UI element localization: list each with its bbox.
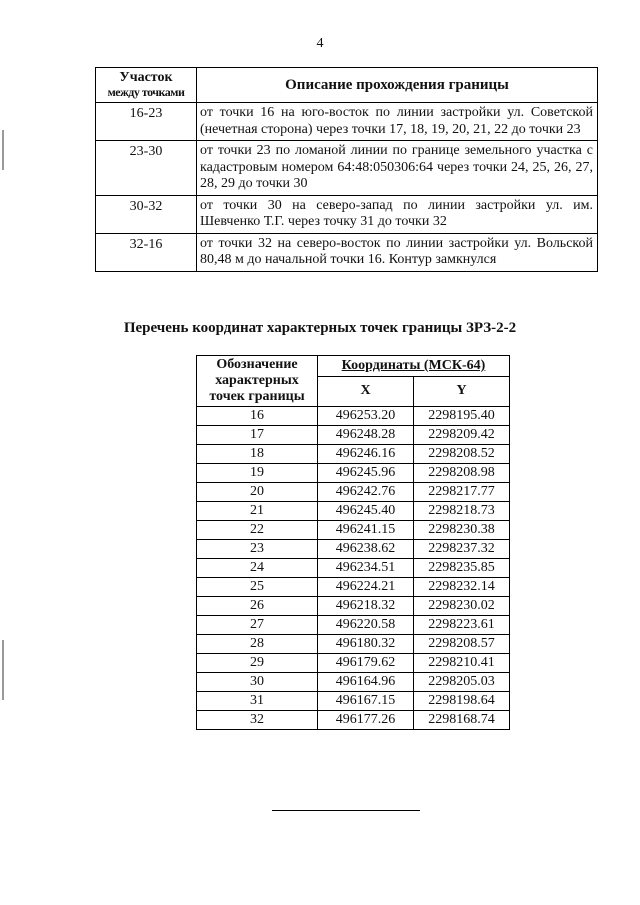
coordinates-title: Перечень координат характерных точек границы ЗРЗ-2-2 — [123, 320, 517, 336]
segment-column-header — [96, 68, 197, 103]
x-coordinate-cell: 496220.58 — [318, 616, 414, 635]
point-cell: 28 — [197, 635, 318, 654]
point-cell: 27 — [197, 616, 318, 635]
description-cell: от точки 32 на северо-восток по линии застройки ул. Вольской 80,48 м до начальной точки 16. Контур замкнулся — [197, 233, 598, 271]
point-cell: 23 — [197, 540, 318, 559]
x-coordinate-cell: 496177.26 — [318, 711, 414, 730]
segment-cell: 30-32 — [96, 195, 197, 233]
point-cell: 21 — [197, 502, 318, 521]
y-coordinate-cell: 2298230.02 — [414, 597, 510, 616]
y-coordinate-cell: 2298235.85 — [414, 559, 510, 578]
table-row — [197, 635, 510, 654]
table-row — [197, 407, 510, 426]
y-coordinate-cell: 2298209.42 — [414, 426, 510, 445]
table-row — [96, 141, 598, 196]
description-column-header: Описание прохождения границы — [197, 68, 598, 103]
table-row — [197, 445, 510, 464]
coordinates-table — [196, 355, 510, 730]
table-row — [197, 559, 510, 578]
y-coordinate-cell: 2298208.52 — [414, 445, 510, 464]
x-coordinate-cell: 496246.16 — [318, 445, 414, 464]
y-coordinate-cell: 2298223.61 — [414, 616, 510, 635]
x-coordinate-cell: 496164.96 — [318, 673, 414, 692]
scan-edge-mark — [2, 130, 4, 170]
segment-cell: 32-16 — [96, 233, 197, 271]
x-coordinate-cell: 496242.76 — [318, 483, 414, 502]
boundary-description-table — [95, 67, 598, 272]
table-row — [197, 654, 510, 673]
segment-cell: 16-23 — [96, 103, 197, 141]
x-coordinate-cell: 496245.96 — [318, 464, 414, 483]
table-header-row — [197, 356, 510, 377]
scan-edge-mark — [2, 640, 4, 700]
point-cell: 22 — [197, 521, 318, 540]
x-coordinate-cell: 496238.62 — [318, 540, 414, 559]
x-coordinate-cell: 496167.15 — [318, 692, 414, 711]
point-cell: 30 — [197, 673, 318, 692]
y-coordinate-cell: 2298208.98 — [414, 464, 510, 483]
y-coordinate-cell: 2298168.74 — [414, 711, 510, 730]
point-cell: 20 — [197, 483, 318, 502]
coordinates-column-header — [318, 356, 510, 377]
description-cell: от точки 16 на юго-восток по линии застройки ул. Советской (нечетная сторона) через точки 17, 18, 19, 20, 21, 22 до точки 23 — [197, 103, 598, 141]
table-row — [197, 540, 510, 559]
point-cell: 19 — [197, 464, 318, 483]
y-coordinate-cell: 2298195.40 — [414, 407, 510, 426]
point-cell: 17 — [197, 426, 318, 445]
coordinates-header-text: Координаты (МСК-64) — [341, 357, 486, 373]
table-row — [197, 597, 510, 616]
x-coordinate-cell: 496245.40 — [318, 502, 414, 521]
table-row — [197, 426, 510, 445]
y-coordinate-cell: 2298230.38 — [414, 521, 510, 540]
point-cell: 29 — [197, 654, 318, 673]
page-number: 4 — [316, 36, 324, 51]
x-coordinate-cell: 496234.51 — [318, 559, 414, 578]
x-coordinate-cell: 496180.32 — [318, 635, 414, 654]
x-coordinate-cell: 496253.20 — [318, 407, 414, 426]
y-coordinate-cell: 2298208.57 — [414, 635, 510, 654]
table-row — [197, 464, 510, 483]
table-row — [197, 616, 510, 635]
y-coordinate-cell: 2298210.41 — [414, 654, 510, 673]
point-cell: 24 — [197, 559, 318, 578]
y-coordinate-cell: 2298205.03 — [414, 673, 510, 692]
end-rule — [272, 810, 420, 811]
description-cell: от точки 23 по ломаной линии по границе земельного участка с кадастровым номером 64:48:050306:64 через точки 24, 25, 26, 27, 28, 29 до точки 30 — [197, 141, 598, 196]
x-coordinate-cell: 496179.62 — [318, 654, 414, 673]
table-row — [197, 711, 510, 730]
table-row — [197, 673, 510, 692]
table-row — [197, 578, 510, 597]
y-coordinate-cell: 2298232.14 — [414, 578, 510, 597]
y-coordinate-cell: 2298237.32 — [414, 540, 510, 559]
x-coordinate-cell: 496218.32 — [318, 597, 414, 616]
x-coordinate-cell: 496224.21 — [318, 578, 414, 597]
table-header-row — [96, 68, 598, 103]
point-cell: 31 — [197, 692, 318, 711]
point-column-header: Обозначение характерных точек границы — [197, 356, 318, 407]
table-row — [197, 483, 510, 502]
y-coordinate-cell: 2298218.73 — [414, 502, 510, 521]
table-row — [96, 103, 598, 141]
x-column-header: X — [318, 376, 414, 406]
y-column-header: Y — [414, 376, 510, 406]
segment-cell: 23-30 — [96, 141, 197, 196]
point-cell: 26 — [197, 597, 318, 616]
y-coordinate-cell: 2298217.77 — [414, 483, 510, 502]
segment-header-line2: между точками — [107, 85, 185, 99]
point-cell: 16 — [197, 407, 318, 426]
table-row — [197, 502, 510, 521]
coordinates-table-body — [197, 407, 510, 730]
segment-header-line1: Участок — [119, 70, 173, 85]
description-cell: от точки 30 на северо-запад по линии застройки ул. им. Шевченко Т.Г. через точку 31 до точки 32 — [197, 195, 598, 233]
x-coordinate-cell: 496248.28 — [318, 426, 414, 445]
table-row — [197, 692, 510, 711]
table-row — [96, 195, 598, 233]
point-cell: 32 — [197, 711, 318, 730]
point-cell: 18 — [197, 445, 318, 464]
table-row — [197, 521, 510, 540]
boundary-table-body — [96, 103, 598, 272]
point-cell: 25 — [197, 578, 318, 597]
table-row — [96, 233, 598, 271]
x-coordinate-cell: 496241.15 — [318, 521, 414, 540]
y-coordinate-cell: 2298198.64 — [414, 692, 510, 711]
